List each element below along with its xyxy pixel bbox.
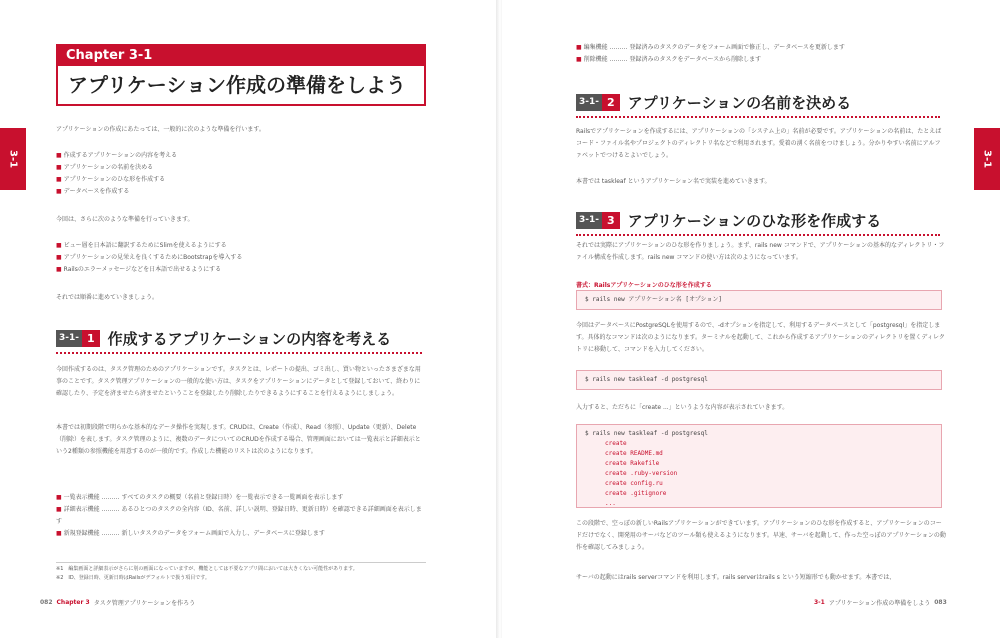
bullet-list-1 (56, 150, 177, 198)
list-item: ■ 削除機能 ……… 登録済みのタスクをデータベースから削除します (576, 56, 762, 63)
page-footer (814, 598, 951, 607)
footer-chapter: Chapter 3 (56, 599, 90, 606)
paragraph: 今回はデータベースにPostgreSQLを使用するので、-dオプションを指定して、利用するデータベースとして「postgresql」を指定します。具体的なコマンドは次のようになります。ターミナルを起動して、これから作成するアプリケーションのディレクトリを置くディレクトリに移動して、コマンドを入力してください。 (576, 322, 945, 353)
paragraph: それでは実際にアプリケーションのひな形を作りましょう。まず、rails new コマンドで、アプリケーションの基本的なディレクトリ・ファイル構成を作成します。rails new コマンドの使い方は次のようになっています。 (576, 242, 945, 261)
code-block: $ rails new taskleaf -d postgresql (576, 370, 942, 390)
list-item: ■ ビュー層を日本語に翻訳するためにSlimを使えるようにする (56, 242, 227, 249)
list-item: ■ アプリケーションの見栄えを良くするためにBootstrapを導入する (56, 254, 243, 261)
code-block: $ rails new taskleaf -d postgresql create create README.md create Rakefile create .ruby-version create config.ru create .gitignore ... (576, 424, 942, 508)
feature-list-cont (576, 42, 946, 66)
paragraph: この段階で、空っぽの新しいRailsアプリケーションができています。アプリケーションのひな形を作成すると、アプリケーションのコードだけでなく、開発用のサーバなどのツール類も使えるようになります。早速、サーバを起動して、作った空っぽのアプリケーションの動作を確認してみましょう。 (576, 520, 946, 551)
list-item: ■ 新規登録機能 ……… 新しいタスクのデータをフォーム画面で入力し、データベースに登録します (56, 530, 325, 537)
section-badge: 3-1- 3 (576, 212, 620, 229)
section-heading-1 (56, 328, 422, 354)
section-heading-2 (576, 92, 940, 118)
list-item: ■ アプリケーションの名前を決める (56, 164, 154, 171)
page-footer (36, 598, 195, 607)
paragraph: 入力すると、ただちに「create ...」というような内容が表示されていきます。 (576, 404, 789, 411)
chapter-label: Chapter 3-1 (58, 46, 424, 66)
footer-title: タスク管理アプリケーションを作ろう (93, 600, 196, 607)
paragraph: Railsでアプリケーションを作成するには、アプリケーションの「システム上の」名前が必要です。アプリケーションの名前は、たとえばコード・ファイル名やプロジェクトのディレクトリ名などで利用されます。愛着の湧く名前をつけましょう。分かりやすい名前にアルファベットでつけるとよいでしょう。 (576, 128, 942, 159)
chapter-heading-box (56, 44, 426, 106)
bullet-list-2 (56, 240, 242, 276)
section-badge: 3-1- 1 (56, 330, 100, 347)
list-item: ■ 編集機能 ……… 登録済みのタスクのデータをフォーム画面で修正し、データベースを更新します (576, 44, 845, 51)
footnote: ※1 編集画面と詳細表示がさらに別の画面になっていますが、機能としては不要なアプリ間においては大きくない可能性があります。 (56, 566, 358, 572)
page-number: 082 (40, 599, 53, 606)
page-number: 083 (934, 599, 947, 606)
left-page (0, 0, 498, 638)
code-caption: 書式：Railsアプリケーションのひな形を作成する (576, 282, 712, 289)
code-block: $ rails new アプリケーション名 [オプション] (576, 290, 942, 310)
footer-title: アプリケーション作成の準備をしよう (828, 600, 931, 607)
section-title: 作成するアプリケーションの内容を考える (107, 330, 392, 348)
outro-text: それでは順番に進めていきましょう。 (56, 294, 159, 301)
intro-text: アプリケーションの作成にあたっては、一般的に次のような準備を行います。 (56, 126, 265, 133)
chapter-title: アプリケーション作成の準備をしよう (68, 73, 406, 97)
right-page (502, 0, 1000, 638)
list-item: ■ アプリケーションのひな形を作成する (56, 176, 166, 183)
section-title: アプリケーションのひな形を作成する (627, 212, 882, 230)
section-badge: 3-1- 2 (576, 94, 620, 111)
list-item: ■ 一覧表示機能 ……… すべてのタスクの概要（名前と登録日時）を一覧表示できる一覧画面を表示します (56, 494, 344, 501)
footnote: ※2 ID、登録日時、更新日時はRailsがデフォルトで扱う項目です。 (56, 575, 210, 581)
paragraph: サーバの起動にはrails serverコマンドを利用します。rails serverはrails s という短縮形でも動かせます。本書では、 (576, 574, 896, 581)
paragraph: 今回作成するのは、タスク管理のためのアプリケーションです。タスクとは、レポートの提出、ゴミ出し、買い物といったさまざまな用事のことです。タスク管理アプリケーションの一般的な使い方は、タスクをアプリケーションにデータとして登録しておいて、終わりに確認したり、予定を済ませたら済ませたということを登録したり削除したりできるようにすることを行えるようにしましょう。 (56, 366, 421, 397)
paragraph: 本書では初期段階で明らかな基本的なデータ操作を実現します。CRUDは、Create（作成）、Read（参照）、Update（更新）、Delete（削除）を表します。タスク管理のように、複数のデータについてのCRUDを作成する場合、管理画面においては一覧表示と詳細表示という2種類の参照機能を用意するのが一般的です。作成した機能のリストは次のようになります。 (56, 424, 421, 455)
section-title: アプリケーションの名前を決める (627, 94, 852, 112)
list-item: ■ 詳細表示機能 ……… あるひとつのタスクの全内容（ID、名前、詳しい説明、登録日時、更新日時）を確認できる詳細画面を表示します (56, 506, 422, 525)
mid-text: 今回は、さらに次のような準備を行っていきます。 (56, 216, 194, 223)
list-item: ■ 作成するアプリケーションの内容を考える (56, 152, 178, 159)
list-item: ■ Railsのエラーメッセージなどを日本語で出せるようにする (56, 266, 222, 273)
chapter-side-tab: 3-1 (974, 128, 1000, 190)
paragraph: 本書では taskleaf というアプリケーション名で実装を進めていきます。 (576, 178, 771, 185)
chapter-side-tab: 3-1 (0, 128, 26, 190)
footer-section: 3-1 (814, 599, 825, 606)
list-item: ■ データベースを作成する (56, 188, 130, 195)
section-heading-3 (576, 210, 940, 236)
feature-list (56, 492, 426, 540)
footnotes (56, 562, 426, 583)
